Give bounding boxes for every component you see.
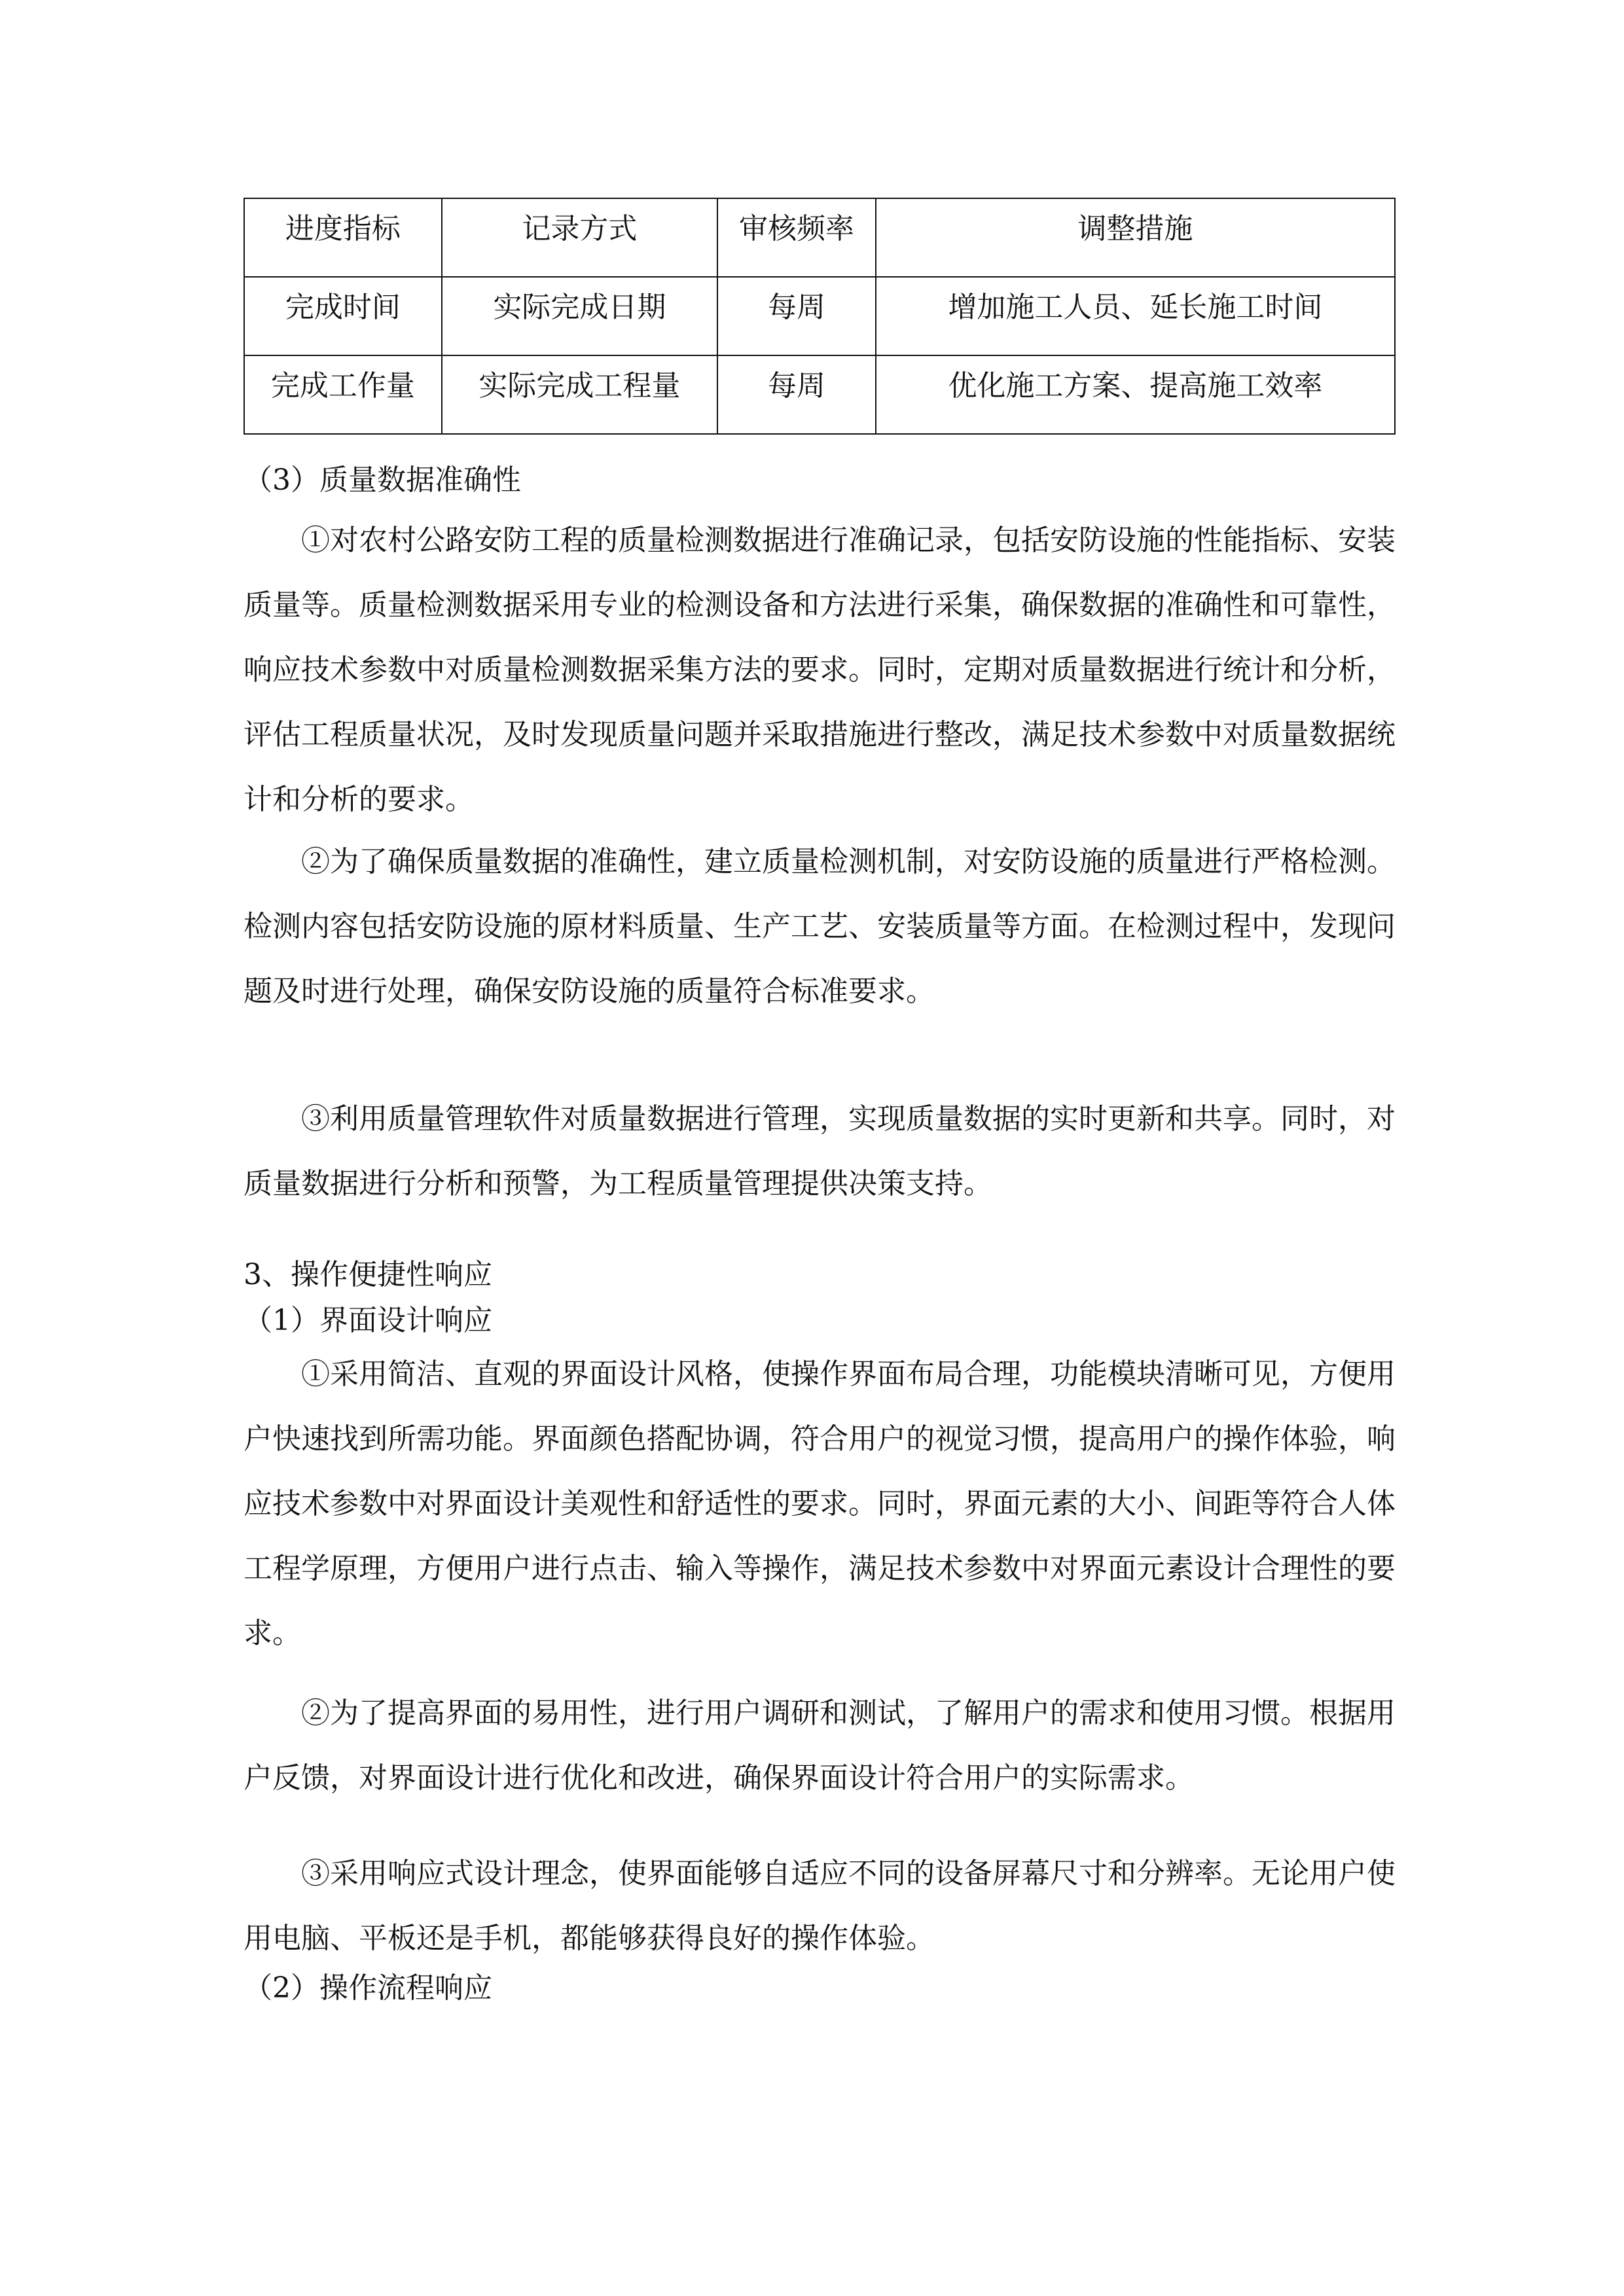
table-cell: 完成工作量 [244,355,442,434]
ui-paragraph-3: ③采用响应式设计理念，使界面能够自适应不同的设备屏幕尺寸和分辨率。无论用户使用电脑、平板还是手机，都能够获得良好的操作体验。 [244,1857,1396,1955]
table-cell: 完成时间 [244,277,442,355]
quality-heading: （3）质量数据准确性 [244,463,521,497]
table-header-cell: 进度指标 [244,198,442,277]
table-cell: 实际完成日期 [442,277,718,355]
table-cell: 每周 [717,355,876,434]
table-row [244,355,1395,434]
quality-paragraph-3: ③利用质量管理软件对质量数据进行管理，实现质量数据的实时更新和共享。同时，对质量数据进行分析和预警，为工程质量管理提供决策支持。 [244,1102,1396,1200]
table-cell: 增加施工人员、延长施工时间 [876,277,1395,355]
table-cell: 实际完成工程量 [442,355,718,434]
quality-paragraph-2: ②为了确保质量数据的准确性，建立质量检测机制，对安防设施的质量进行严格检测。检测内容包括安防设施的原材料质量、生产工艺、安装质量等方面。在检测过程中，发现问题及时进行处理，确保安防设施的质量符合标准要求。 [244,845,1396,1008]
ops-heading: 3、操作便捷性响应 [244,1258,492,1291]
table-cell: 优化施工方案、提高施工效率 [876,355,1395,434]
ui-paragraph-1: ①采用简洁、直观的界面设计风格，使操作界面布局合理，功能模块清晰可见，方便用户快速找到所需功能。界面颜色搭配协调，符合用户的视觉习惯，提高用户的操作体验，响应技术参数中对界面设计美观性和舒适性的要求。同时，界面元素的大小、间距等符合人体工程学原理，方便用户进行点击、输入等操作，满足技术参数中对界面元素设计合理性的要求。 [244,1357,1396,1650]
ui-heading: （1）界面设计响应 [244,1304,492,1337]
table-header-cell: 审核频率 [717,198,876,277]
table-header-cell: 调整措施 [876,198,1395,277]
ui-paragraph-2: ②为了提高界面的易用性，进行用户调研和测试，了解用户的需求和使用习惯。根据用户反馈，对界面设计进行优化和改进，确保界面设计符合用户的实际需求。 [244,1696,1396,1795]
table-row [244,277,1395,355]
progress-table [244,198,1396,435]
table-cell: 每周 [717,277,876,355]
table-header-row [244,198,1395,277]
quality-paragraph-1: ①对农村公路安防工程的质量检测数据进行准确记录，包括安防设施的性能指标、安装质量等。质量检测数据采用专业的检测设备和方法进行采集，确保数据的准确性和可靠性，响应技术参数中对质量检测数据采集方法的要求。同时，定期对质量数据进行统计和分析，评估工程质量状况，及时发现质量问题并采取措施进行整改，满足技术参数中对质量数据统计和分析的要求。 [244,524,1396,816]
table-header-cell: 记录方式 [442,198,718,277]
flow-heading: （2）操作流程响应 [244,1971,492,2005]
